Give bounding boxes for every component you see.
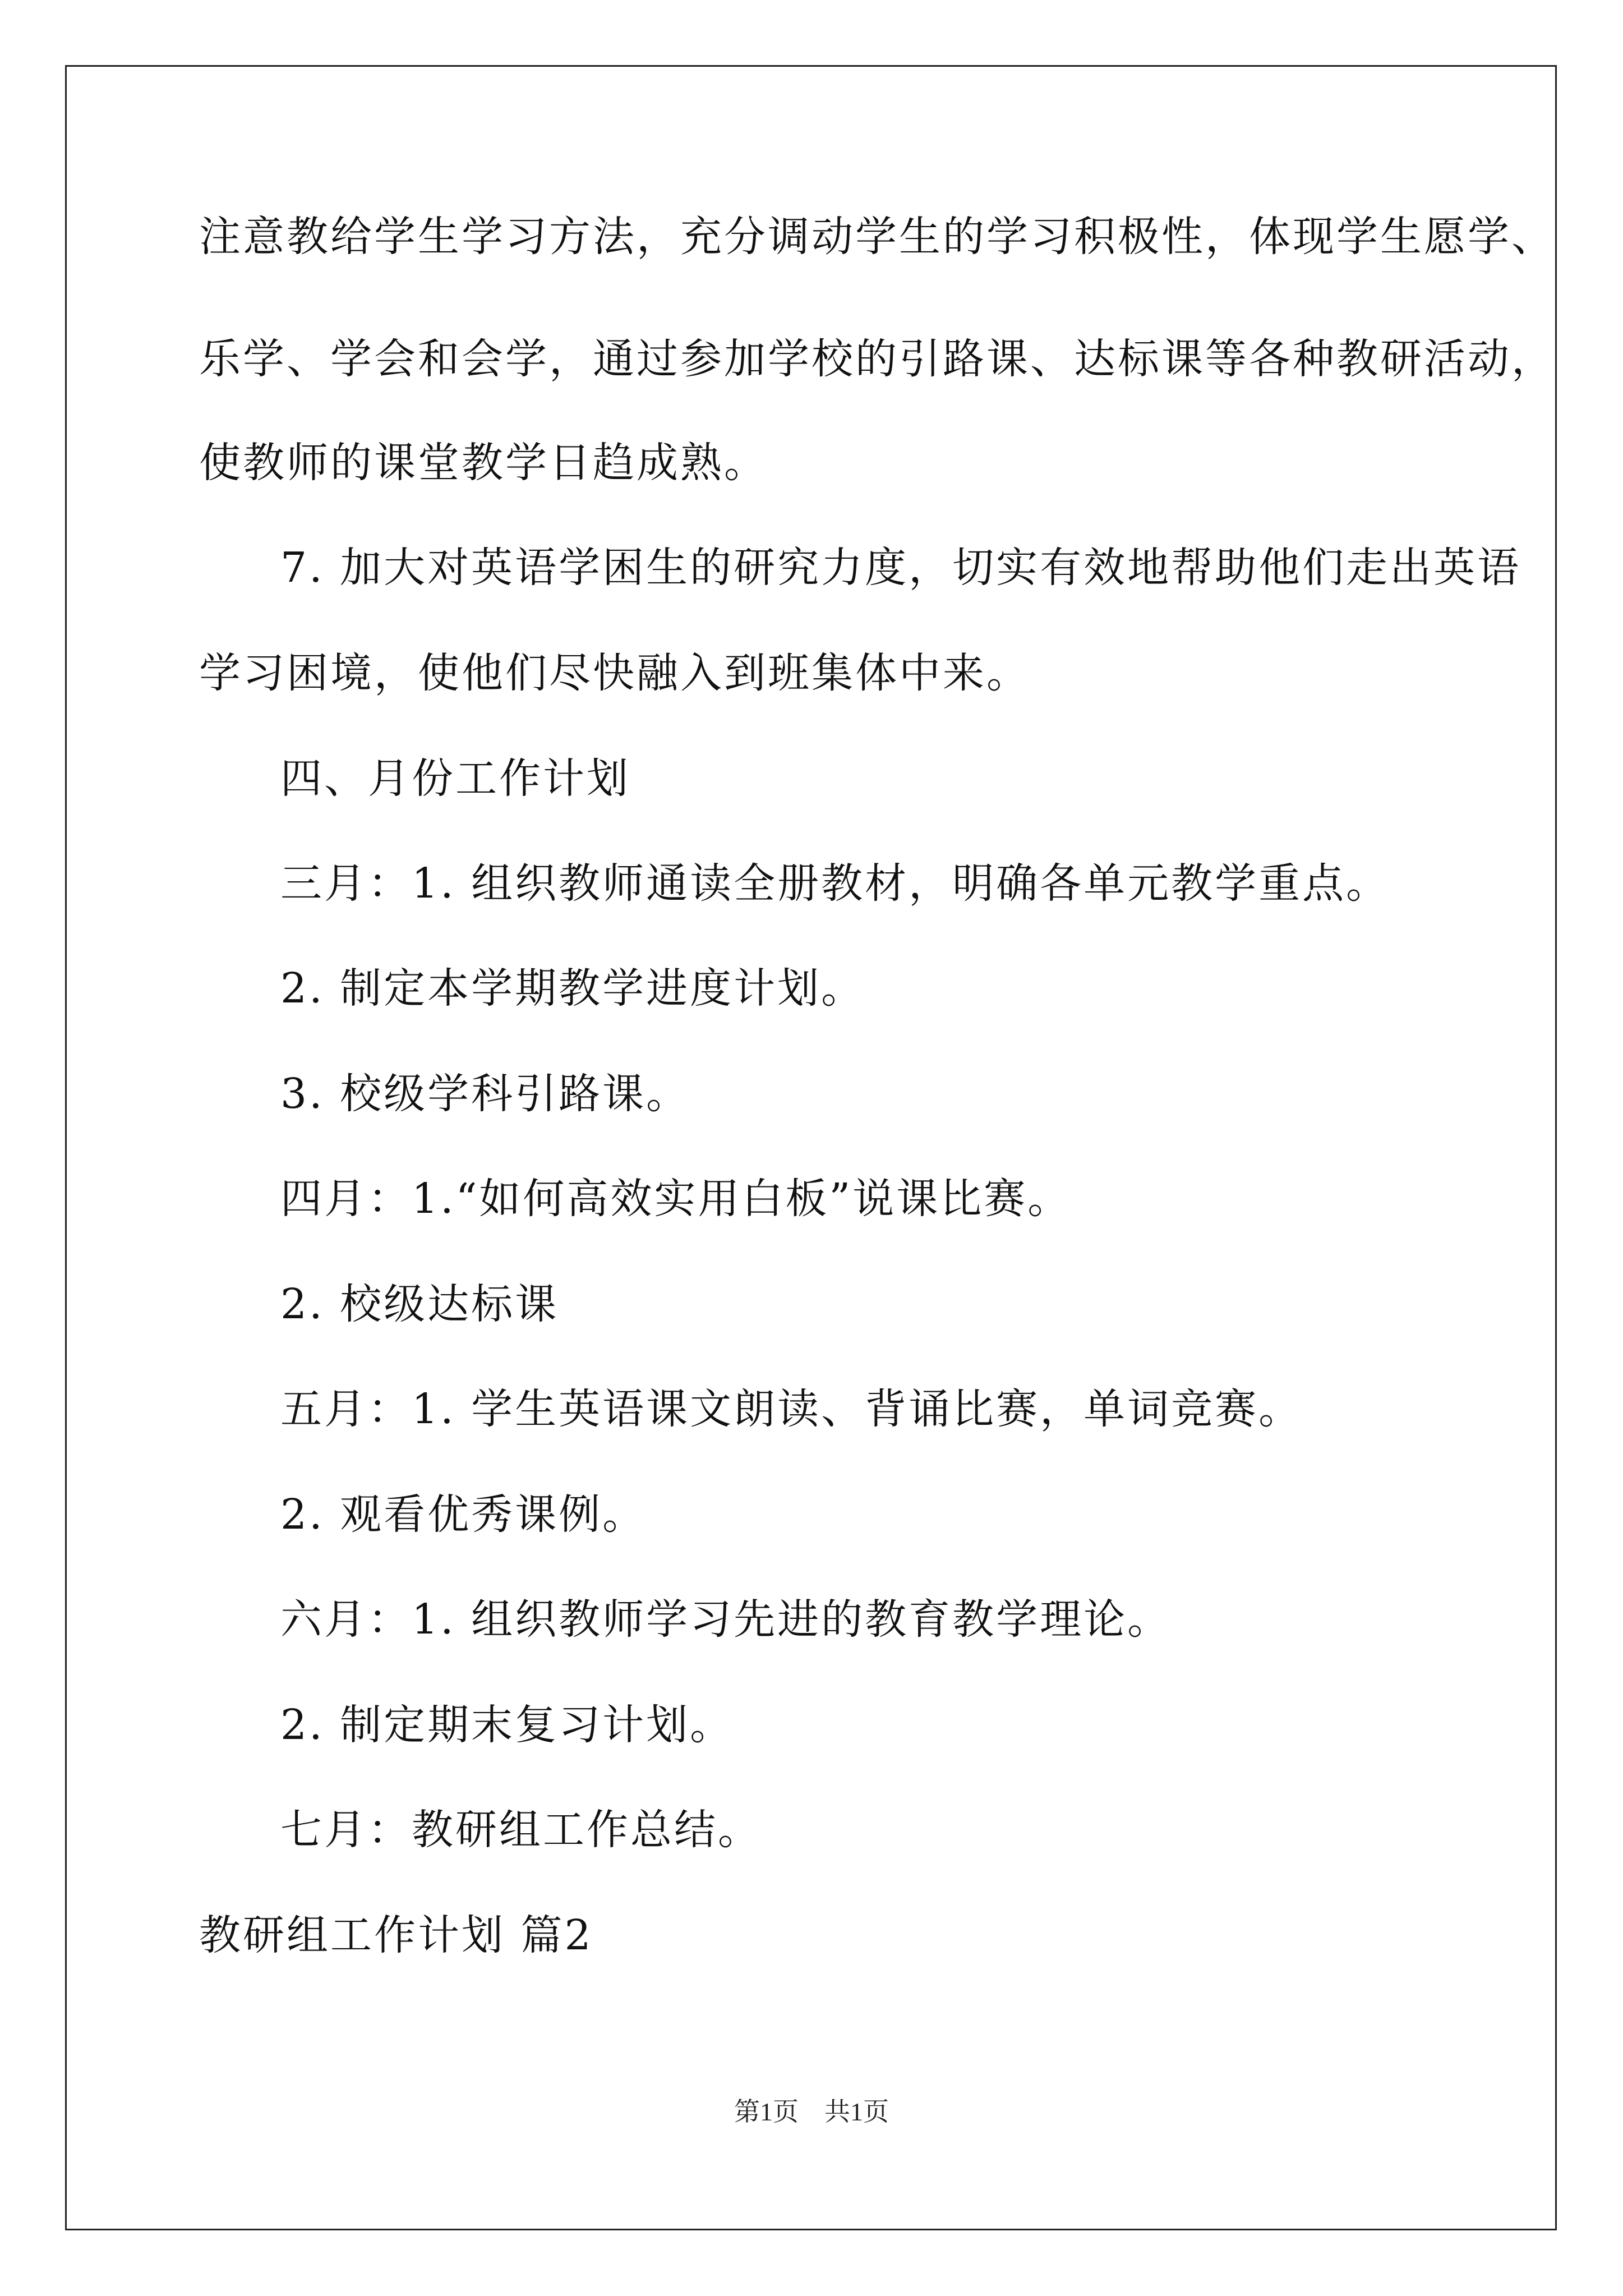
text-line: 7. 加大对英语学困生的研究力度，切实有效地帮助他们走出英语 [280,544,1521,592]
text-line: 四月：1.“如何高效实用白板”说课比赛。 [280,1175,1072,1223]
text-line: 注意教给学生学习方法，充分调动学生的学习积极性，体现学生愿学、 [199,213,1555,261]
text-line: 使教师的课堂教学日趋成熟。 [199,439,768,487]
text-line: 2. 观看优秀课例。 [280,1490,647,1539]
text-line: 3. 校级学科引路课。 [280,1070,690,1118]
page-border [65,65,1557,2230]
text-line: 2. 制定期末复习计划。 [280,1701,734,1749]
text-line: 七月：教研组工作总结。 [280,1806,762,1854]
text-line: 六月：1. 组织教师学习先进的教育教学理论。 [280,1595,1172,1644]
page-number-footer: 第1页 共1页 [734,2097,889,2126]
text-line: 学习困境，使他们尽快融入到班集体中来。 [199,649,1030,697]
text-line: 乐学、学会和会学，通过参加学校的引路课、达标课等各种教研活动， [199,335,1555,383]
text-line: 2. 制定本学期教学进度计划。 [280,964,865,1013]
section-heading: 四、月份工作计划 [280,754,630,803]
document-title: 教研组工作计划 篇2 [199,1911,593,1959]
text-line: 2. 校级达标课 [280,1280,559,1328]
text-line: 三月：1. 组织教师通读全册教材，明确各单元教学重点。 [280,859,1390,908]
text-line: 五月：1. 学生英语课文朗读、背诵比赛，单词竞赛。 [280,1385,1303,1433]
